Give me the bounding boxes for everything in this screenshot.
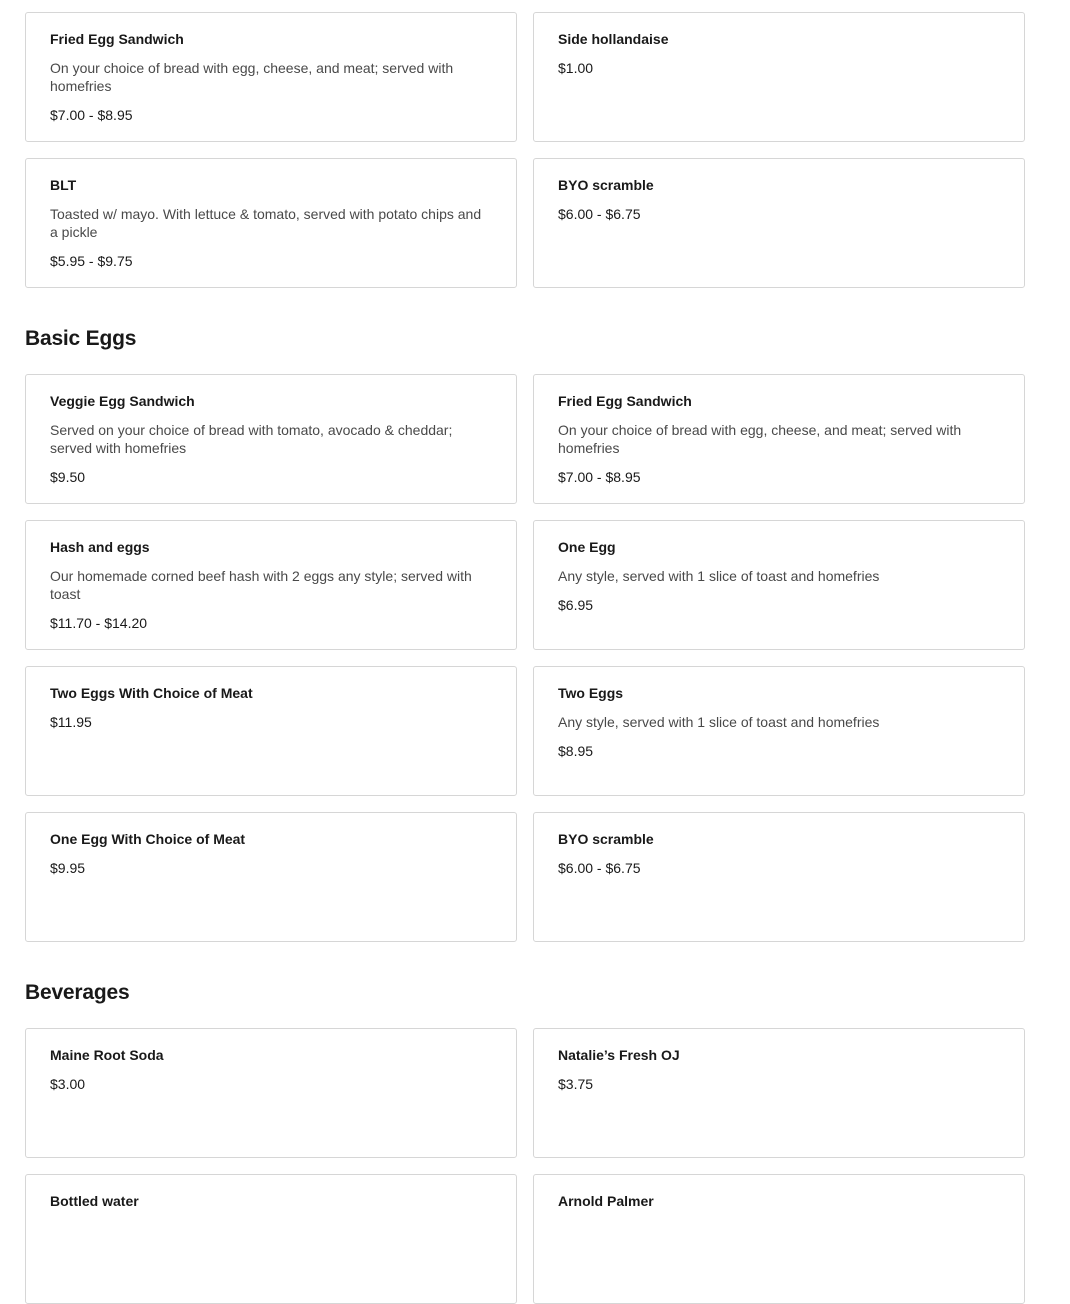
section-title-beverages: Beverages (25, 981, 130, 1004)
item-price: $9.95 (50, 860, 86, 876)
menu-item-card[interactable] (533, 666, 1025, 796)
item-price: $3.75 (558, 1076, 594, 1092)
item-name: Maine Root Soda (50, 1047, 164, 1063)
menu-item-card[interactable] (25, 374, 517, 504)
item-price: $11.95 (50, 714, 92, 730)
menu-item-card[interactable] (533, 812, 1025, 942)
item-description: On your choice of bread with egg, cheese, and meat; served with homefries (50, 60, 454, 94)
item-price: $6.00 - $6.75 (558, 860, 641, 876)
item-name: Hash and eggs (50, 539, 150, 555)
item-description: Toasted w/ mayo. With lettuce & tomato, served with potato chips and a pickle (50, 206, 482, 240)
menu-item-card[interactable] (533, 12, 1025, 142)
menu-item-card[interactable] (533, 1028, 1025, 1158)
section-title-basic-eggs: Basic Eggs (25, 327, 137, 350)
item-price: $11.70 - $14.20 (50, 615, 148, 631)
item-price: $6.95 (558, 597, 594, 613)
item-price: $1.00 (558, 60, 594, 76)
item-price: $7.00 - $8.95 (558, 469, 641, 485)
item-name: One Egg With Choice of Meat (50, 831, 246, 847)
item-name: Fried Egg Sandwich (50, 31, 184, 47)
item-price: $3.00 (50, 1076, 86, 1092)
menu-item-card[interactable] (25, 1174, 517, 1304)
item-name: Natalie’s Fresh OJ (558, 1047, 680, 1063)
item-description: Any style, served with 1 slice of toast and homefries (558, 714, 880, 730)
item-price: $7.00 - $8.95 (50, 107, 133, 123)
menu-item-card[interactable] (533, 520, 1025, 650)
item-name: BLT (50, 177, 77, 193)
item-price: $6.00 - $6.75 (558, 206, 641, 222)
item-description: Served on your choice of bread with tomato, avocado & cheddar; served with homefries (50, 422, 453, 456)
item-description: Our homemade corned beef hash with 2 eggs any style; served with toast (50, 568, 472, 602)
item-name: Side hollandaise (558, 31, 669, 47)
menu-item-card[interactable] (25, 158, 517, 288)
item-name: Arnold Palmer (558, 1193, 654, 1209)
item-price: $5.95 - $9.75 (50, 253, 133, 269)
item-name: One Egg (558, 539, 616, 555)
menu-item-card[interactable] (533, 158, 1025, 288)
item-name: Bottled water (50, 1193, 139, 1209)
menu-item-card[interactable] (25, 1028, 517, 1158)
menu-item-card[interactable] (533, 374, 1025, 504)
menu-item-card[interactable] (25, 812, 517, 942)
menu-item-card[interactable] (25, 666, 517, 796)
item-name: Two Eggs (558, 685, 624, 701)
item-description: Any style, served with 1 slice of toast and homefries (558, 568, 880, 584)
menu-item-card[interactable] (25, 520, 517, 650)
menu-item-card[interactable] (533, 1174, 1025, 1304)
item-price: $8.95 (558, 743, 594, 759)
item-description: On your choice of bread with egg, cheese, and meat; served with homefries (558, 422, 962, 456)
menu-item-card[interactable] (25, 12, 517, 142)
item-name: BYO scramble (558, 831, 654, 847)
item-name: Two Eggs With Choice of Meat (50, 685, 253, 701)
item-price: $9.50 (50, 469, 86, 485)
item-name: Veggie Egg Sandwich (50, 393, 195, 409)
item-name: BYO scramble (558, 177, 654, 193)
item-name: Fried Egg Sandwich (558, 393, 692, 409)
